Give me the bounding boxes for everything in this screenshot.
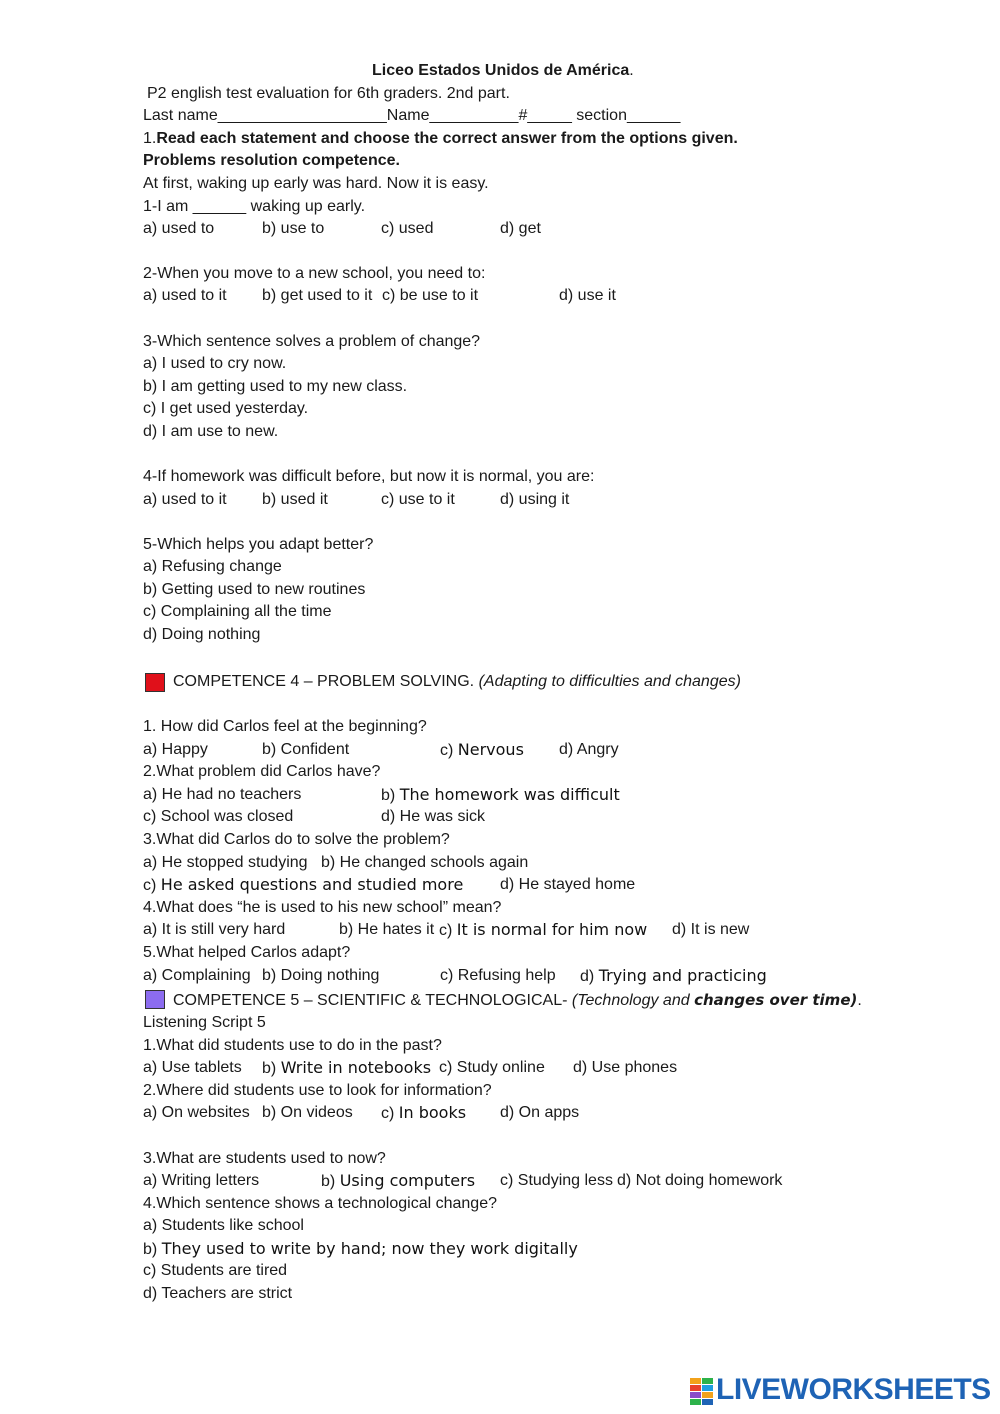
option-d: d) Teachers are strict	[143, 1285, 293, 1302]
option-d: d) He was sick	[381, 808, 486, 825]
selected-answer: He asked questions and studied more	[160, 875, 464, 894]
part1-question-3: 3-Which sentence solves a problem of change?	[143, 333, 481, 350]
part1-instruction: 1.Read each statement and choose the correct answer from the options given.	[143, 130, 738, 147]
option-a: a) He had no teachers	[143, 786, 302, 803]
c4-question-2: 2.What problem did Carlos have?	[143, 763, 381, 780]
c5-question-1-options	[143, 1057, 843, 1079]
option-b: b) They used to write by hand; now they work digitally	[143, 1239, 578, 1258]
option-d: d) Use phones	[573, 1059, 678, 1076]
part1-question-4: 4-If homework was difficult before, but now it is normal, you are:	[143, 468, 595, 485]
option-c: c) Complaining all the time	[143, 603, 332, 620]
student-fields-line: Last name___________________Name__________#_____ section______	[143, 107, 681, 124]
c4-question-3: 3.What did Carlos do to solve the problem?	[143, 831, 450, 848]
option-c: c) School was closed	[143, 808, 294, 825]
option-c: c) used	[381, 220, 434, 237]
option-b: b) Write in notebooks	[262, 1058, 432, 1077]
c4-question-5-options	[143, 965, 843, 987]
c5-question-2: 2.Where did students use to look for information?	[143, 1082, 492, 1099]
option-d: d) get	[500, 220, 541, 237]
option-a: a) I used to cry now.	[143, 355, 287, 372]
competence-4-color-square	[145, 673, 165, 692]
competence-5-color-square	[145, 990, 165, 1009]
c4-question-1-options	[143, 739, 843, 761]
option-b: b) use to	[262, 220, 325, 237]
part1-question-1-options	[143, 218, 843, 240]
c4-question-3-options-row2	[143, 874, 843, 896]
option-c: c) use to it	[381, 491, 455, 508]
part1-competence: Problems resolution competence.	[143, 152, 400, 169]
c4-question-2-options-row2	[143, 806, 843, 828]
option-c: c) He asked questions and studied more	[143, 875, 464, 894]
competence-5-heading: COMPETENCE 5 – SCIENTIFIC & TECHNOLOGICAL- (Technology and changes over time).	[173, 991, 862, 1009]
option-a: a) Writing letters	[143, 1172, 260, 1189]
option-c: c) It is normal for him now	[439, 920, 648, 939]
option-a: a) Refusing change	[143, 558, 282, 575]
option-a: a) used to	[143, 220, 215, 237]
selected-answer: Using computers	[339, 1171, 476, 1190]
option-d: d) Angry	[559, 741, 619, 758]
option-d: d) Not doing homework	[617, 1172, 783, 1189]
option-d: d) Trying and practicing	[580, 966, 767, 985]
part1-question-2: 2-When you move to a new school, you need to:	[143, 265, 486, 282]
c5-question-4: 4.Which sentence shows a technological change?	[143, 1195, 497, 1212]
c5-question-2-options	[143, 1102, 843, 1124]
part1-question-5: 5-Which helps you adapt better?	[143, 536, 374, 553]
option-b: b) Doing nothing	[262, 967, 380, 984]
selected-answer: Write in notebooks	[280, 1058, 432, 1077]
option-b: b) I am getting used to my new class.	[143, 378, 408, 395]
option-b: b) He hates it	[339, 921, 435, 938]
selected-answer: Trying and practicing	[598, 966, 767, 985]
option-b: b) get used to it	[262, 287, 373, 304]
c4-question-4-options	[143, 919, 843, 941]
part1-context: At first, waking up early was hard. Now it is easy.	[143, 175, 489, 192]
option-d: d) Doing nothing	[143, 626, 261, 643]
option-b: b) used it	[262, 491, 328, 508]
option-d: d) He stayed home	[500, 876, 636, 893]
option-c: c) I get used yesterday.	[143, 400, 309, 417]
option-a: a) Complaining	[143, 967, 251, 984]
option-b: b) On videos	[262, 1104, 353, 1121]
option-a: a) Students like school	[143, 1217, 304, 1234]
listening-script-label: Listening Script 5	[143, 1014, 266, 1031]
part1-question-4-options	[143, 489, 843, 511]
part1-question-1: 1-I am ______ waking up early.	[143, 198, 366, 215]
school-title: Liceo Estados Unidos de América.	[372, 62, 634, 79]
option-c: c) In books	[381, 1103, 467, 1122]
option-a: a) Use tablets	[143, 1059, 242, 1076]
option-c: c) Study online	[439, 1059, 545, 1076]
c4-question-5: 5.What helped Carlos adapt?	[143, 944, 351, 961]
c4-question-3-options-row1	[143, 852, 843, 874]
part1-question-2-options	[143, 285, 843, 307]
option-b: b) Confident	[262, 741, 350, 758]
c4-question-1: 1. How did Carlos feel at the beginning?	[143, 718, 427, 735]
option-a: a) He stopped studying	[143, 854, 308, 871]
option-a: a) Happy	[143, 741, 208, 758]
option-c: c) Students are tired	[143, 1262, 288, 1279]
liveworksheets-wordmark: LIVEWORKSHEETS	[716, 1373, 991, 1406]
selected-answer: In books	[398, 1103, 467, 1122]
selected-answer: Nervous	[457, 740, 524, 759]
liveworksheets-logo-icon	[690, 1376, 714, 1404]
option-c: c) Nervous	[440, 740, 524, 759]
option-d: d) using it	[500, 491, 570, 508]
liveworksheets-logo	[690, 1374, 991, 1406]
option-b: b) Using computers	[321, 1171, 476, 1190]
option-a: a) used to it	[143, 491, 227, 508]
c5-question-3-options	[143, 1170, 863, 1192]
option-a: a) On websites	[143, 1104, 250, 1121]
option-a: a) It is still very hard	[143, 921, 286, 938]
option-b: b) Getting used to new routines	[143, 581, 366, 598]
selected-answer: It is normal for him now	[456, 920, 648, 939]
option-b: b) The homework was difficult	[381, 785, 620, 804]
option-c: c) Refusing help	[440, 967, 556, 984]
option-c: c) Studying less	[500, 1172, 613, 1189]
selected-answer: They used to write by hand; now they work digitally	[161, 1239, 578, 1258]
competence-4-heading: COMPETENCE 4 – PROBLEM SOLVING. (Adapting to difficulties and changes)	[173, 673, 741, 690]
option-d: d) It is new	[672, 921, 750, 938]
c5-question-1: 1.What did students use to do in the past?	[143, 1037, 442, 1054]
option-a: a) used to it	[143, 287, 227, 304]
option-b: b) He changed schools again	[321, 854, 529, 871]
test-subtitle: P2 english test evaluation for 6th graders. 2nd part.	[147, 85, 510, 102]
c4-question-2-options-row1	[143, 784, 843, 806]
option-d: d) use it	[559, 287, 616, 304]
selected-answer: The homework was difficult	[399, 785, 620, 804]
option-d: d) On apps	[500, 1104, 580, 1121]
option-d: d) I am use to new.	[143, 423, 279, 440]
option-c: c) be use to it	[382, 287, 479, 304]
c5-question-3: 3.What are students used to now?	[143, 1150, 386, 1167]
c4-question-4: 4.What does “he is used to his new school” mean?	[143, 899, 502, 916]
